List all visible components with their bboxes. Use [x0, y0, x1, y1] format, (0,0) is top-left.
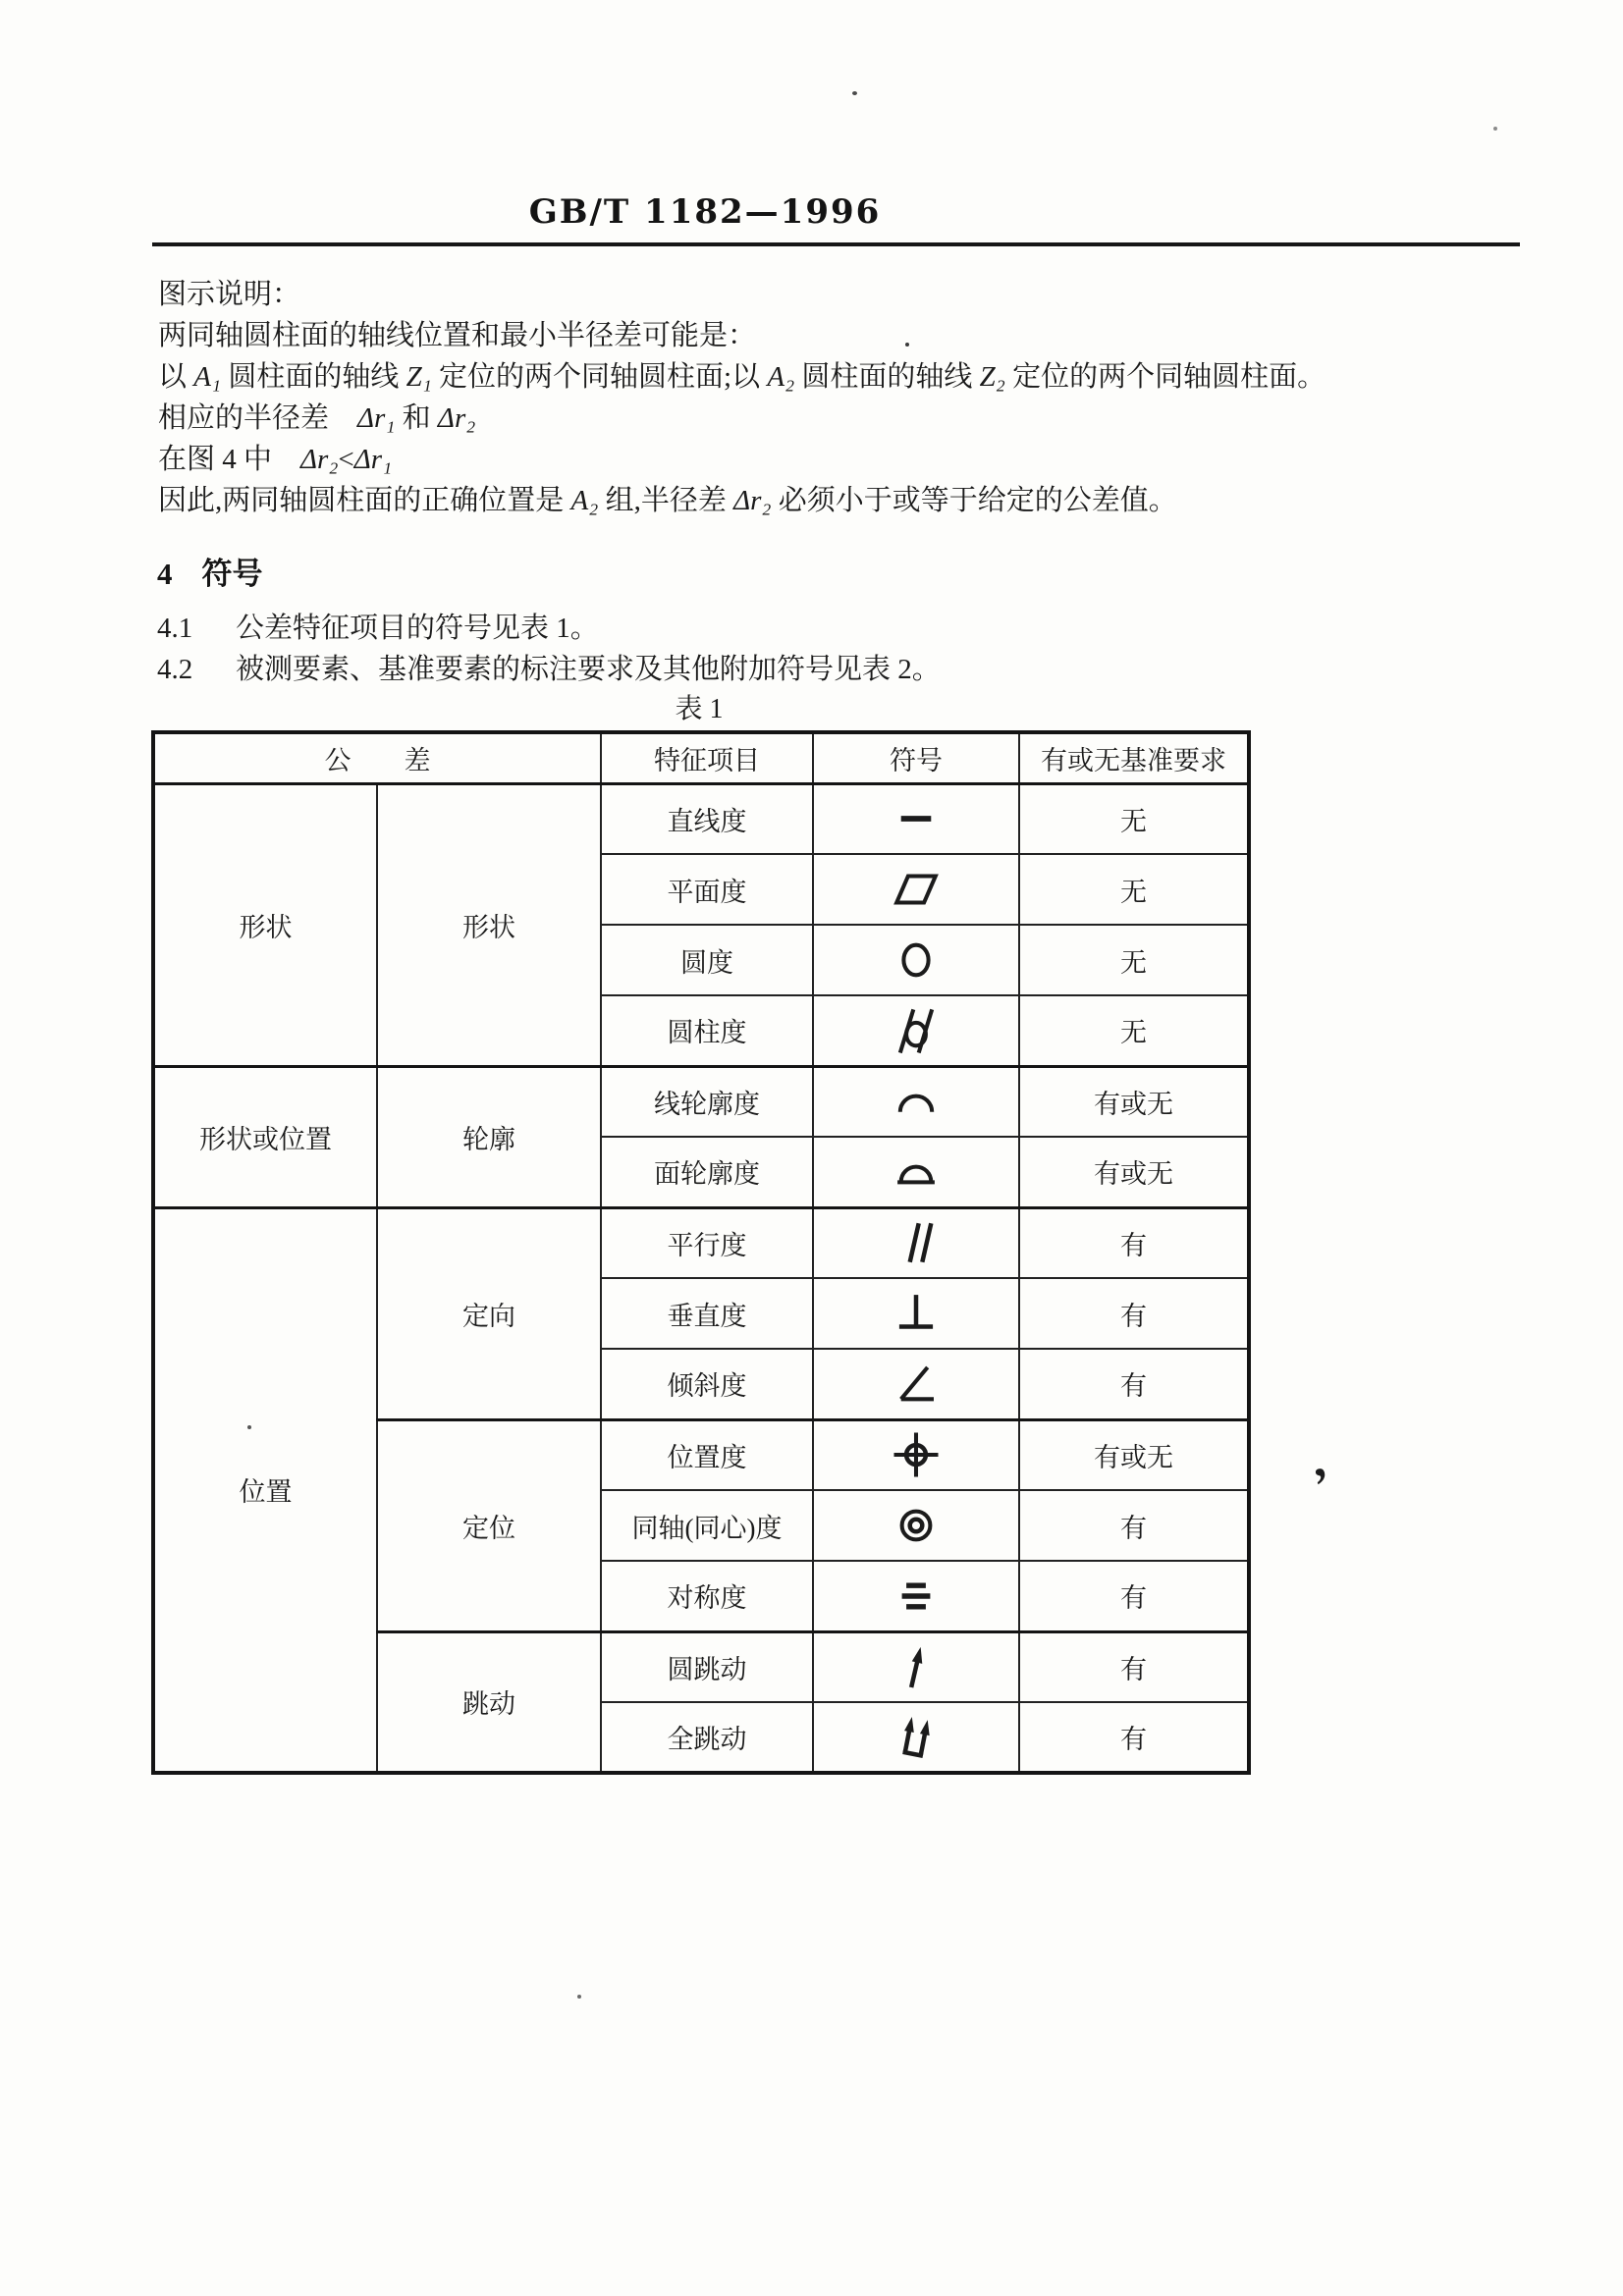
text-segment: Δr₁: [357, 402, 396, 434]
text-segment: 圆柱面的轴线: [794, 361, 980, 393]
feature-item-cell: 圆柱度: [601, 995, 813, 1066]
text-segment: Δr₂: [733, 485, 772, 516]
symmetry-icon: [890, 1570, 943, 1623]
datum-requirement-cell: 有: [1019, 1702, 1249, 1773]
feature-item-cell: 直线度: [601, 783, 813, 854]
text-segment: Z₂: [979, 361, 1005, 393]
clause-text: 公差特征项目的符号见表 1。: [236, 613, 599, 644]
text-segment: 定位的两个同轴圆柱面。: [1004, 361, 1326, 393]
flatness-icon: [890, 863, 943, 916]
header-symbol: 符号: [813, 732, 1019, 783]
feature-item-cell: 圆度: [601, 925, 813, 995]
table-row: [153, 783, 1249, 854]
header-feature: 特征项目: [601, 732, 813, 783]
description-line: [158, 359, 1325, 395]
datum-requirement-cell: 无: [1019, 854, 1249, 925]
position-icon: [890, 1428, 943, 1481]
table-row: [153, 1207, 1249, 1278]
angularity-icon: [890, 1358, 943, 1411]
text-segment: 组,半径差: [598, 485, 734, 516]
feature-item-cell: 平行度: [601, 1207, 813, 1278]
header-datum: 有或无基准要求: [1019, 732, 1249, 783]
tolerance-group-cell: 形状: [153, 783, 377, 1066]
text-segment: 和: [395, 402, 438, 434]
datum-requirement-cell: 有或无: [1019, 1419, 1249, 1490]
text-segment: A₂: [570, 485, 599, 516]
tolerance-group-cell: 形状或位置: [153, 1066, 377, 1207]
tolerance-subgroup-cell: 轮廓: [377, 1066, 601, 1207]
tolerance-group-cell: 位置: [153, 1207, 377, 1773]
text-segment: 圆柱面的轴线: [221, 361, 406, 393]
symbol-cell: [813, 1631, 1019, 1702]
section-number: 4: [157, 557, 173, 591]
datum-requirement-cell: 有: [1019, 1631, 1249, 1702]
scan-speck: [247, 1425, 251, 1429]
symbol-cell: [813, 1066, 1019, 1137]
scan-speck: [905, 343, 909, 347]
standard-number: GB/T 1182—1996: [528, 192, 882, 232]
text-segment: Δr₂: [437, 402, 476, 434]
text-segment: A₂: [767, 361, 795, 393]
table-header-row: [153, 732, 1249, 783]
description-line: [158, 483, 1177, 518]
feature-item-cell: 倾斜度: [601, 1349, 813, 1419]
profile-line-icon: [890, 1075, 943, 1128]
tolerance-subgroup-cell: 定向: [377, 1207, 601, 1419]
datum-requirement-cell: 有或无: [1019, 1066, 1249, 1137]
symbol-cell: [813, 995, 1019, 1066]
tolerance-subgroup-cell: 形状: [377, 783, 601, 1066]
feature-item-cell: 位置度: [601, 1419, 813, 1490]
datum-requirement-cell: 有: [1019, 1561, 1249, 1631]
datum-requirement-cell: 有: [1019, 1278, 1249, 1349]
profile-surface-icon: [890, 1146, 943, 1199]
symbol-cell: [813, 925, 1019, 995]
symbol-cell: [813, 1137, 1019, 1207]
table-caption: 表 1: [675, 694, 724, 724]
feature-item-cell: 面轮廓度: [601, 1137, 813, 1207]
symbol-cell: [813, 854, 1019, 925]
feature-item-cell: 平面度: [601, 854, 813, 925]
cylindricity-icon: [890, 1004, 943, 1057]
text-segment: 以: [158, 361, 194, 393]
section-heading: [157, 549, 263, 593]
text-segment: 两同轴圆柱面的轴线位置和最小半径差可能是：: [158, 320, 757, 351]
header-rule: [152, 242, 1520, 246]
description-line: [158, 277, 300, 312]
tolerance-symbol-table: [151, 730, 1251, 1775]
symbol-cell: [813, 1349, 1019, 1419]
datum-requirement-cell: 无: [1019, 925, 1249, 995]
text-segment: Z₁: [406, 361, 432, 393]
total-runout-icon: [890, 1711, 943, 1764]
symbol-cell: [813, 1419, 1019, 1490]
feature-item-cell: 同轴(同心)度: [601, 1490, 813, 1561]
text-segment: 必须小于或等于给定的公差值。: [771, 485, 1177, 516]
symbol-cell: [813, 783, 1019, 854]
concentricity-icon: [890, 1499, 943, 1552]
datum-requirement-cell: 有或无: [1019, 1137, 1249, 1207]
symbol-cell: [813, 1702, 1019, 1773]
text-segment: 定位的两个同轴圆柱面;以: [431, 361, 768, 393]
clause-4-1: [157, 606, 599, 646]
feature-item-cell: 线轮廓度: [601, 1066, 813, 1137]
text-segment: A₁: [193, 361, 222, 393]
scan-speck: [577, 1995, 581, 1999]
description-line: [158, 400, 475, 436]
table-row: [153, 1066, 1249, 1137]
datum-requirement-cell: 有: [1019, 1207, 1249, 1278]
straightness-icon: [890, 792, 943, 845]
feature-item-cell: 圆跳动: [601, 1631, 813, 1702]
clause-4-2: [157, 647, 941, 687]
text-segment: 在图 4 中: [158, 444, 301, 475]
tolerance-subgroup-cell: 跳动: [377, 1631, 601, 1773]
clause-number: 4.1: [157, 613, 193, 644]
scan-speck: [852, 91, 857, 95]
clause-number: 4.2: [157, 654, 193, 685]
roundness-icon: [890, 934, 943, 987]
text-segment: Δr₁: [353, 444, 393, 475]
feature-item-cell: 全跳动: [601, 1702, 813, 1773]
header-tolerance: 公 差: [153, 732, 601, 783]
description-line: [158, 442, 392, 477]
parallelism-icon: [890, 1216, 943, 1269]
circular-runout-icon: [890, 1640, 943, 1693]
scan-pen-mark: ,: [1301, 1431, 1330, 1488]
perpendicularity-icon: [890, 1287, 943, 1340]
feature-item-cell: 垂直度: [601, 1278, 813, 1349]
symbol-cell: [813, 1561, 1019, 1631]
description-line: [158, 318, 756, 353]
datum-requirement-cell: 无: [1019, 783, 1249, 854]
scan-speck: [1493, 127, 1497, 131]
text-segment: 图示说明：: [158, 279, 301, 310]
tolerance-subgroup-cell: 定位: [377, 1419, 601, 1631]
symbol-cell: [813, 1490, 1019, 1561]
text-segment: 相应的半径差: [158, 402, 358, 434]
datum-requirement-cell: 有: [1019, 1490, 1249, 1561]
datum-requirement-cell: 有: [1019, 1349, 1249, 1419]
symbol-cell: [813, 1278, 1019, 1349]
feature-item-cell: 对称度: [601, 1561, 813, 1631]
clause-text: 被测要素、基准要素的标注要求及其他附加符号见表 2。: [236, 654, 941, 685]
text-segment: 因此,两同轴圆柱面的正确位置是: [158, 485, 571, 516]
datum-requirement-cell: 无: [1019, 995, 1249, 1066]
symbol-cell: [813, 1207, 1019, 1278]
text-segment: Δr₂: [300, 444, 339, 475]
section-title: 符号: [201, 557, 263, 591]
text-segment: <: [338, 444, 354, 475]
